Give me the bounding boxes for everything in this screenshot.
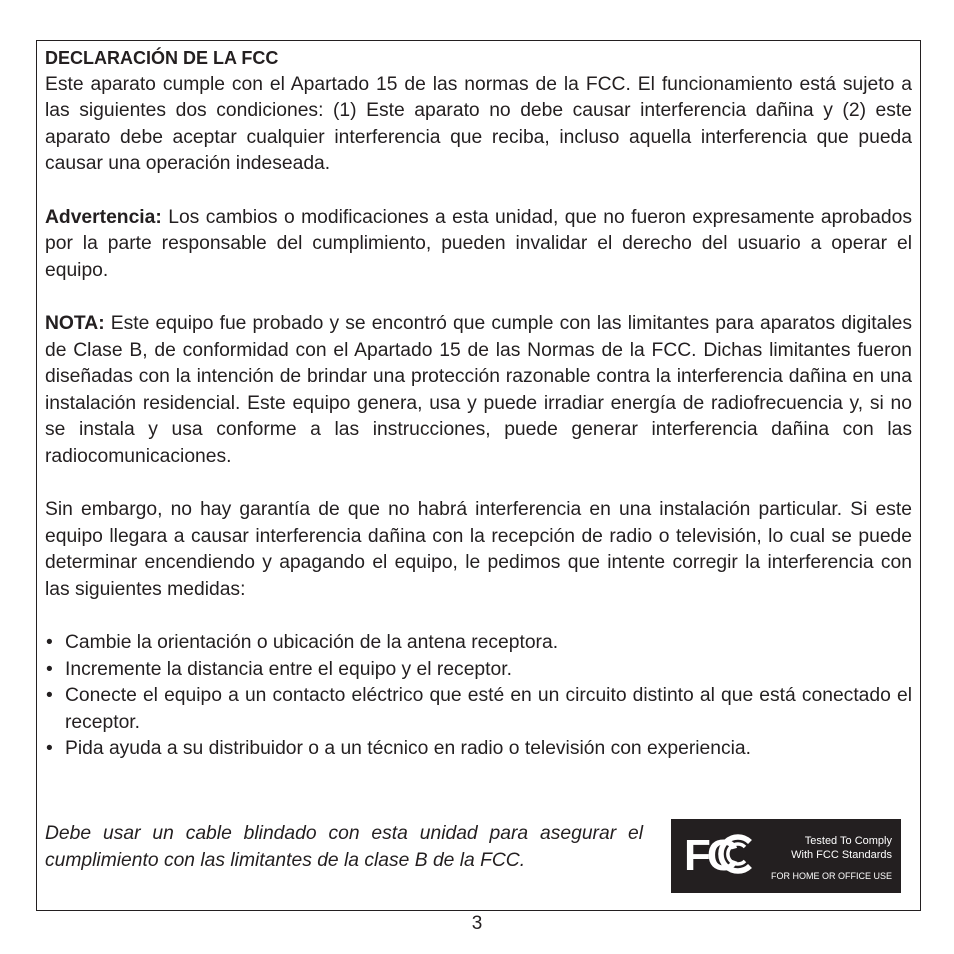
note-label: NOTA: (45, 313, 105, 334)
measures-list (45, 630, 912, 763)
warning-text: Los cambios o modificaciones a esta unidad, que no fueron expresamente aprobados por la parte responsable del cumplimiento, pueden invalidar el derecho del usuario a operar el equipo. (45, 206, 912, 281)
list-item: • Conecte el equipo a un contacto eléctrico que esté en un circuito distinto al que está conectado el receptor. (45, 683, 912, 736)
list-item: • Cambie la orientación o ubicación de la antena receptora. (45, 630, 912, 657)
fcc-badge-line3: FOR HOME OR OFFICE USE (770, 871, 892, 881)
guarantee-paragraph: Sin embargo, no hay garantía de que no habrá interferencia en una instalación particular. Si este equipo llegara a causar interferencia dañina con la recepción de radio o televisión, lo cual se puede determinar encendiendo y apagando el equipo, le pedimos que intente corregir la interferencia con las siguientes medidas: (45, 499, 912, 600)
fcc-badge-line1: Tested To Comply (804, 835, 892, 847)
page-number: 3 (471, 913, 483, 934)
note-paragraph (45, 311, 912, 470)
declaration-content (45, 45, 912, 763)
list-item: • Incremente la distancia entre el equipo y el receptor. (45, 657, 912, 684)
spacer (45, 470, 912, 497)
spacer (45, 603, 912, 630)
spacer (45, 178, 912, 205)
note-text: Este equipo fue probado y se encontró que cumple con las limitantes para aparatos digitales de Clase B, de conformidad con el Apartado 15 de las Normas de la FCC. Dichas limitantes fueron diseñadas con la intención de brindar una protección razonable contra la interferencia dañina en una instalación residencial. Este equipo genera, usa y puede irradiar energía de radiofrecuencia y, si no se instala y usa conforme a las instrucciones, puede generar interferencia dañina con las radiocomunicaciones. (45, 313, 912, 467)
fcc-logo-text: FC (684, 831, 735, 879)
fcc-badge-line2: With FCC Standards (791, 849, 892, 861)
spacer (45, 284, 912, 311)
declaration-title: DECLARACIÓN DE LA FCC (45, 48, 279, 68)
list-item: • Pida ayuda a su distribuidor o a un técnico en radio o televisión con experiencia. (45, 736, 912, 763)
warning-paragraph (45, 205, 912, 285)
cable-note: Debe usar un cable blindado con esta unidad para asegurar el cumplimiento con las limitantes de la clase B de la FCC. (45, 823, 643, 872)
declaration-paragraph: Este aparato cumple con el Apartado 15 de las normas de la FCC. El funcionamiento está sujeto a las siguientes dos condiciones: (1) Este aparato no debe causar interferencia dañina y (2) este aparato debe aceptar cualquier interferencia que reciba, incluso aquella interferencia que pueda causar una operación indeseada. (45, 73, 912, 174)
fcc-compliance-badge (671, 819, 901, 893)
warning-label: Advertencia: (45, 206, 162, 228)
fcc-logo-icon (684, 829, 752, 879)
